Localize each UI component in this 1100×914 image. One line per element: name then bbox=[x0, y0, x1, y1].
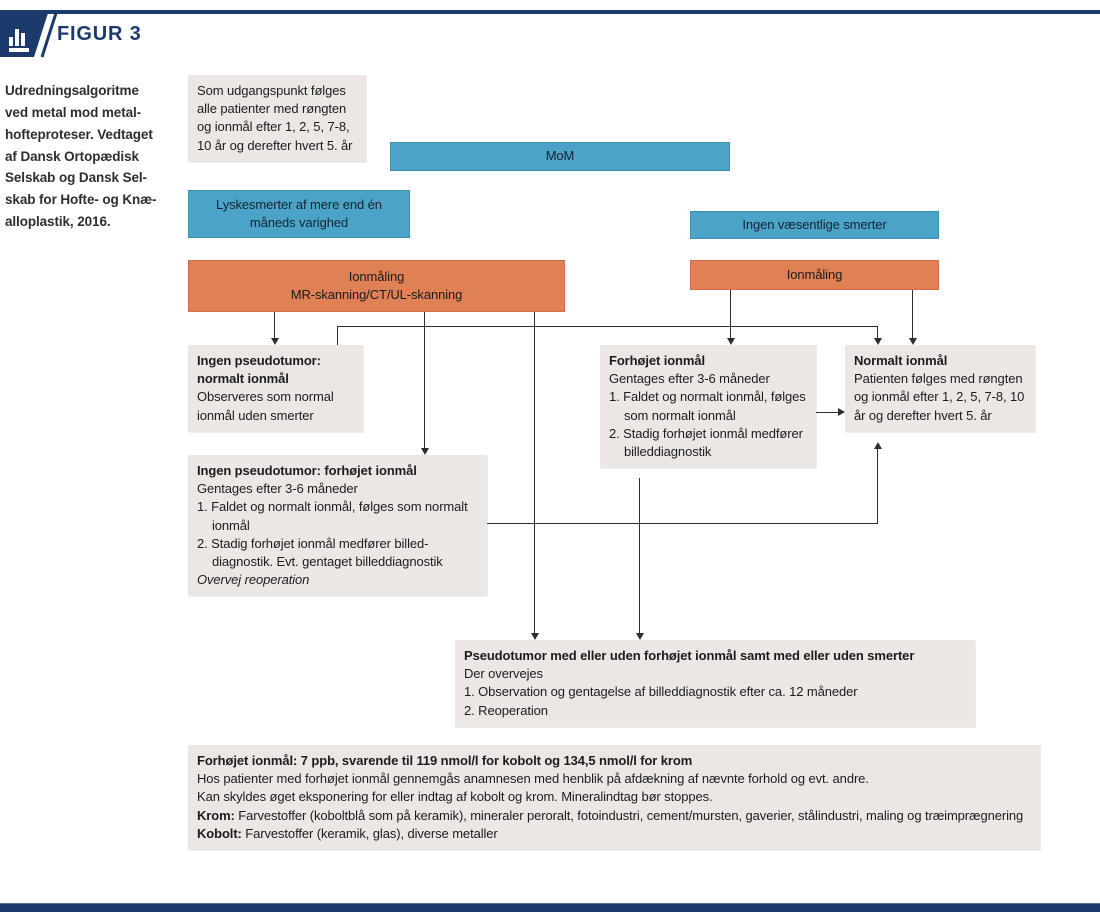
no-pseudotumor-elevated-item2: 2. Stadig forhøjet ionmål medfører billed-diagnostik. Evt. gentaget billeddiagnostik bbox=[197, 535, 443, 569]
normal-ion-body: Patienten følges med røngten og ionmål efter 1, 2, 5, 7-8, 10 år og derefter hvert 5. år bbox=[854, 371, 1025, 423]
arrowhead bbox=[636, 633, 644, 640]
normal-ion-title: Normalt ionmål bbox=[854, 353, 948, 368]
elevated-ion-title: Forhøjet ionmål bbox=[609, 353, 706, 368]
pseudotumor-line: Der overvejes bbox=[464, 666, 543, 682]
arrowhead bbox=[421, 448, 429, 455]
connector-nopseudoelevated-to-normalion-rise bbox=[877, 449, 878, 524]
krom-label: Krom: bbox=[197, 807, 235, 823]
arrowhead bbox=[874, 442, 882, 449]
arrowhead bbox=[838, 408, 845, 416]
node-mom bbox=[390, 142, 730, 171]
node-elevated-ion bbox=[600, 345, 816, 468]
connector-iononly-to-elevated bbox=[730, 290, 731, 339]
bar-chart-icon bbox=[0, 13, 62, 64]
connector-nopseudonormal-up bbox=[337, 326, 338, 345]
node-no-pseudotumor-elevated bbox=[188, 455, 487, 596]
no-pseudotumor-elevated-note: Overvej reoperation bbox=[197, 572, 310, 588]
ion-only-label: Ionmåling bbox=[786, 266, 843, 282]
baseline-note-text: Som udgangspunkt følges alle patienter med røngten og ionmål efter 1, 2, 5, 7-8, 10 år og derefter hvert 5. år bbox=[197, 83, 353, 153]
footnote-krom bbox=[197, 807, 1031, 825]
krom-text: Farvestoffer (koboltblå som på keramik), mineraler peroralt, fotoindustri, cement/mursten, gaverier, stålindustri, maling og træimprægnering bbox=[234, 807, 1024, 823]
caption-line: skab for Hofte- og Knæ- bbox=[5, 192, 157, 208]
footnote-line2: Hos patienter med forhøjet ionmål gennemgås anamnesen med henblik på afdækning af nævnte forhold og evt. andre. bbox=[197, 771, 869, 787]
no-pain-label: Ingen væsentlige smerter bbox=[742, 216, 887, 232]
connector-nopseudoelevated-to-normalion-horizontal bbox=[487, 523, 878, 524]
arrowhead bbox=[909, 338, 917, 345]
connector-nopseudonormal-to-normalion-horizontal bbox=[337, 326, 878, 327]
footnote-threshold: Forhøjet ionmål: 7 ppb, svarende til 119 nmol/l for kobolt og 134,5 nmol/l for krom bbox=[197, 753, 693, 768]
footer-rule bbox=[0, 903, 1100, 912]
ion-imaging-line1: Ionmåling bbox=[348, 268, 405, 284]
mom-label: MoM bbox=[545, 148, 575, 164]
arrowhead bbox=[271, 338, 279, 345]
connector-iononly-to-normalion bbox=[912, 290, 913, 339]
connector-ionimaging-to-nopseudonormal bbox=[274, 312, 275, 339]
caption-line: Udredningsalgoritme bbox=[5, 83, 139, 98]
ion-imaging-line2: MR-skanning/CT/UL-skanning bbox=[290, 287, 463, 302]
footnote-line3: Kan skyldes øget eksponering for eller indtag af kobolt og krom. Mineralindtag bør stoppes. bbox=[197, 789, 713, 805]
node-no-pain bbox=[690, 211, 939, 239]
node-pseudotumor bbox=[455, 640, 975, 727]
caption-line: alloplastik, 2016. bbox=[5, 214, 111, 230]
arrowhead bbox=[874, 338, 882, 345]
node-groin-pain bbox=[188, 190, 410, 238]
caption-line: af Dansk Ortopædisk bbox=[5, 148, 139, 164]
no-pseudotumor-elevated-title: Ingen pseudotumor: forhøjet ionmål bbox=[197, 463, 417, 478]
pseudotumor-title: Pseudotumor med eller uden forhøjet ionmål samt med eller uden smerter bbox=[464, 648, 915, 663]
no-pseudotumor-normal-body: Observeres som normal ionmål uden smerter bbox=[197, 389, 334, 423]
no-pseudotumor-normal-title1: Ingen pseudotumor: bbox=[197, 353, 321, 368]
node-ion-imaging bbox=[188, 260, 565, 312]
pseudotumor-item2: 2. Reoperation bbox=[464, 702, 548, 718]
connector-elevated-to-normalion bbox=[816, 412, 839, 413]
node-normal-ion bbox=[845, 345, 1035, 432]
no-pseudotumor-elevated-item1: 1. Faldet og normalt ionmål, følges som normalt ionmål bbox=[197, 499, 468, 533]
connector-ionimaging-to-nopseudoelevated bbox=[424, 312, 425, 449]
footnote-kobolt bbox=[197, 825, 1031, 843]
connector-elevated-to-pseudotumor bbox=[639, 478, 640, 634]
connector-ionimaging-to-pseudotumor bbox=[534, 312, 535, 634]
pseudotumor-item1: 1. Observation og gentagelse af billeddiagnostik efter ca. 12 måneder bbox=[464, 684, 858, 700]
figure-label: FIGUR 3 bbox=[57, 23, 142, 45]
footnote-box bbox=[188, 745, 1040, 850]
kobolt-text: Farvestoffer (keramik, glas), diverse metaller bbox=[241, 825, 498, 841]
node-ion-only bbox=[690, 260, 939, 290]
arrowhead bbox=[531, 633, 539, 640]
top-rule bbox=[0, 10, 1100, 14]
arrowhead bbox=[727, 338, 735, 345]
elevated-ion-line: Gentages efter 3-6 måneder bbox=[609, 371, 770, 387]
no-pseudotumor-elevated-line: Gentages efter 3-6 måneder bbox=[197, 481, 358, 497]
caption-line: Selskab og Dansk Sel- bbox=[5, 170, 147, 186]
no-pseudotumor-normal-title2: normalt ionmål bbox=[197, 371, 289, 387]
caption-line: hofteproteser. Vedtaget bbox=[5, 126, 153, 142]
elevated-ion-item2: 2. Stadig forhøjet ionmål medfører billeddiagnostik bbox=[609, 425, 803, 459]
kobolt-label: Kobolt: bbox=[197, 825, 242, 841]
groin-pain-label: Lyskesmerter af mere end én måneds varighed bbox=[216, 196, 382, 230]
elevated-ion-item1: 1. Faldet og normalt ionmål, følges som normalt ionmål bbox=[609, 389, 806, 423]
figure-caption bbox=[5, 80, 175, 233]
caption-line: ved metal mod metal- bbox=[5, 104, 142, 120]
node-baseline-note bbox=[188, 75, 366, 162]
node-no-pseudotumor-normal bbox=[188, 345, 363, 432]
